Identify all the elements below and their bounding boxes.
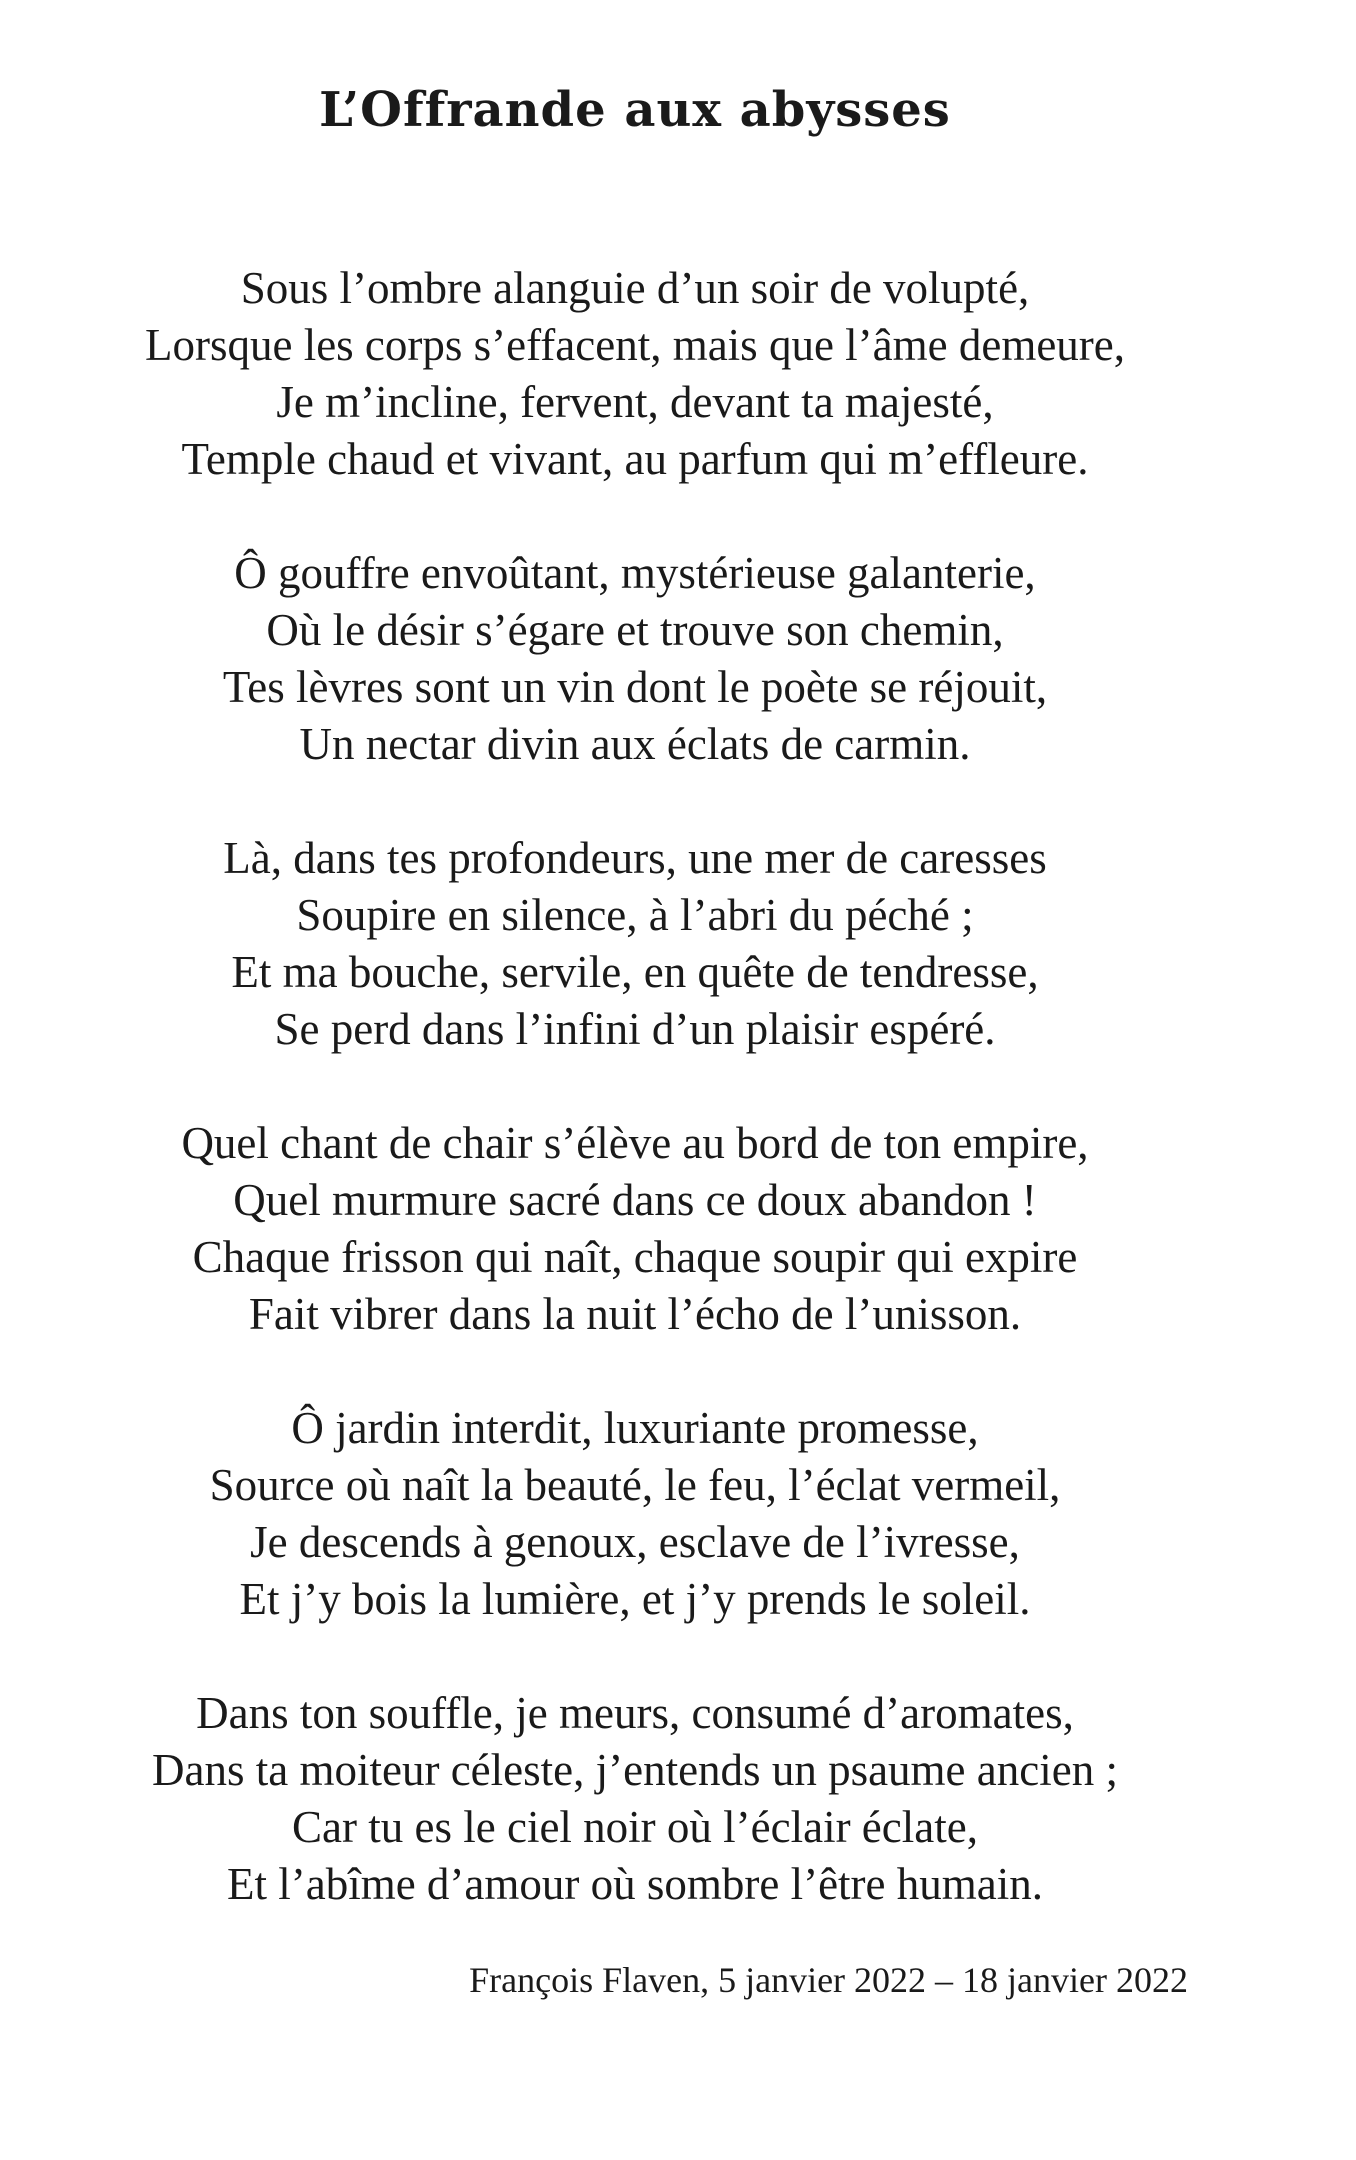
verse-line: Fait vibrer dans la nuit l’écho de l’unisson. [248,1289,1022,1339]
stanza [0,545,1270,773]
verse-line: Soupire en silence, à l’abri du péché ; [296,890,974,940]
verse-line: Se perd dans l’infini d’un plaisir espéré. [274,1004,996,1054]
verse-line: Quel chant de chair s’élève au bord de ton empire, [181,1118,1089,1168]
verse-line: Lorsque les corps s’effacent, mais que l’âme demeure, [144,320,1126,370]
verse-line: Dans ton souffle, je meurs, consumé d’aromates, [196,1688,1074,1738]
verse-line: Sous l’ombre alanguie d’un soir de volupté, [240,263,1030,313]
verse-line: Je m’incline, fervent, devant ta majesté, [276,377,994,427]
verse-line: Ô jardin interdit, luxuriante promesse, [291,1403,979,1453]
verse-line: Et j’y bois la lumière, et j’y prends le soleil. [239,1574,1031,1624]
verse-line: Temple chaud et vivant, au parfum qui m’effleure. [181,434,1089,484]
verse-line: Dans ta moiteur céleste, j’entends un psaume ancien ; [152,1745,1118,1795]
verse-line: Et ma bouche, servile, en quête de tendresse, [231,947,1039,997]
verse-line: Je descends à genoux, esclave de l’ivresse, [250,1517,1020,1567]
poem-title: L’Offrande aux abysses [319,82,951,138]
verse-line: Source où naît la beauté, le feu, l’éclat vermeil, [209,1460,1061,1510]
verse-line: Là, dans tes profondeurs, une mer de caresses [223,833,1047,883]
verse-line: Et l’abîme d’amour où sombre l’être humain. [227,1859,1043,1909]
verse-line: Quel murmure sacré dans ce doux abandon ! [233,1175,1037,1225]
author-signature: François Flaven, 5 janvier 2022 – 18 janvier 2022 [469,1960,1188,2000]
verse-line: Où le désir s’égare et trouve son chemin, [266,605,1004,655]
stanza [0,1115,1270,1343]
stanza [0,1400,1270,1628]
verse-line: Car tu es le ciel noir où l’éclair éclate, [292,1802,978,1852]
verse-line: Ô gouffre envoûtant, mystérieuse galanterie, [234,548,1036,598]
verse-line: Chaque frisson qui naît, chaque soupir qui expire [192,1232,1078,1282]
stanza [0,830,1270,1058]
verse-line: Tes lèvres sont un vin dont le poète se réjouit, [222,662,1048,712]
stanza [0,260,1270,488]
poem-body [0,260,1270,1970]
stanza [0,1685,1270,1913]
verse-line: Un nectar divin aux éclats de carmin. [299,719,971,769]
